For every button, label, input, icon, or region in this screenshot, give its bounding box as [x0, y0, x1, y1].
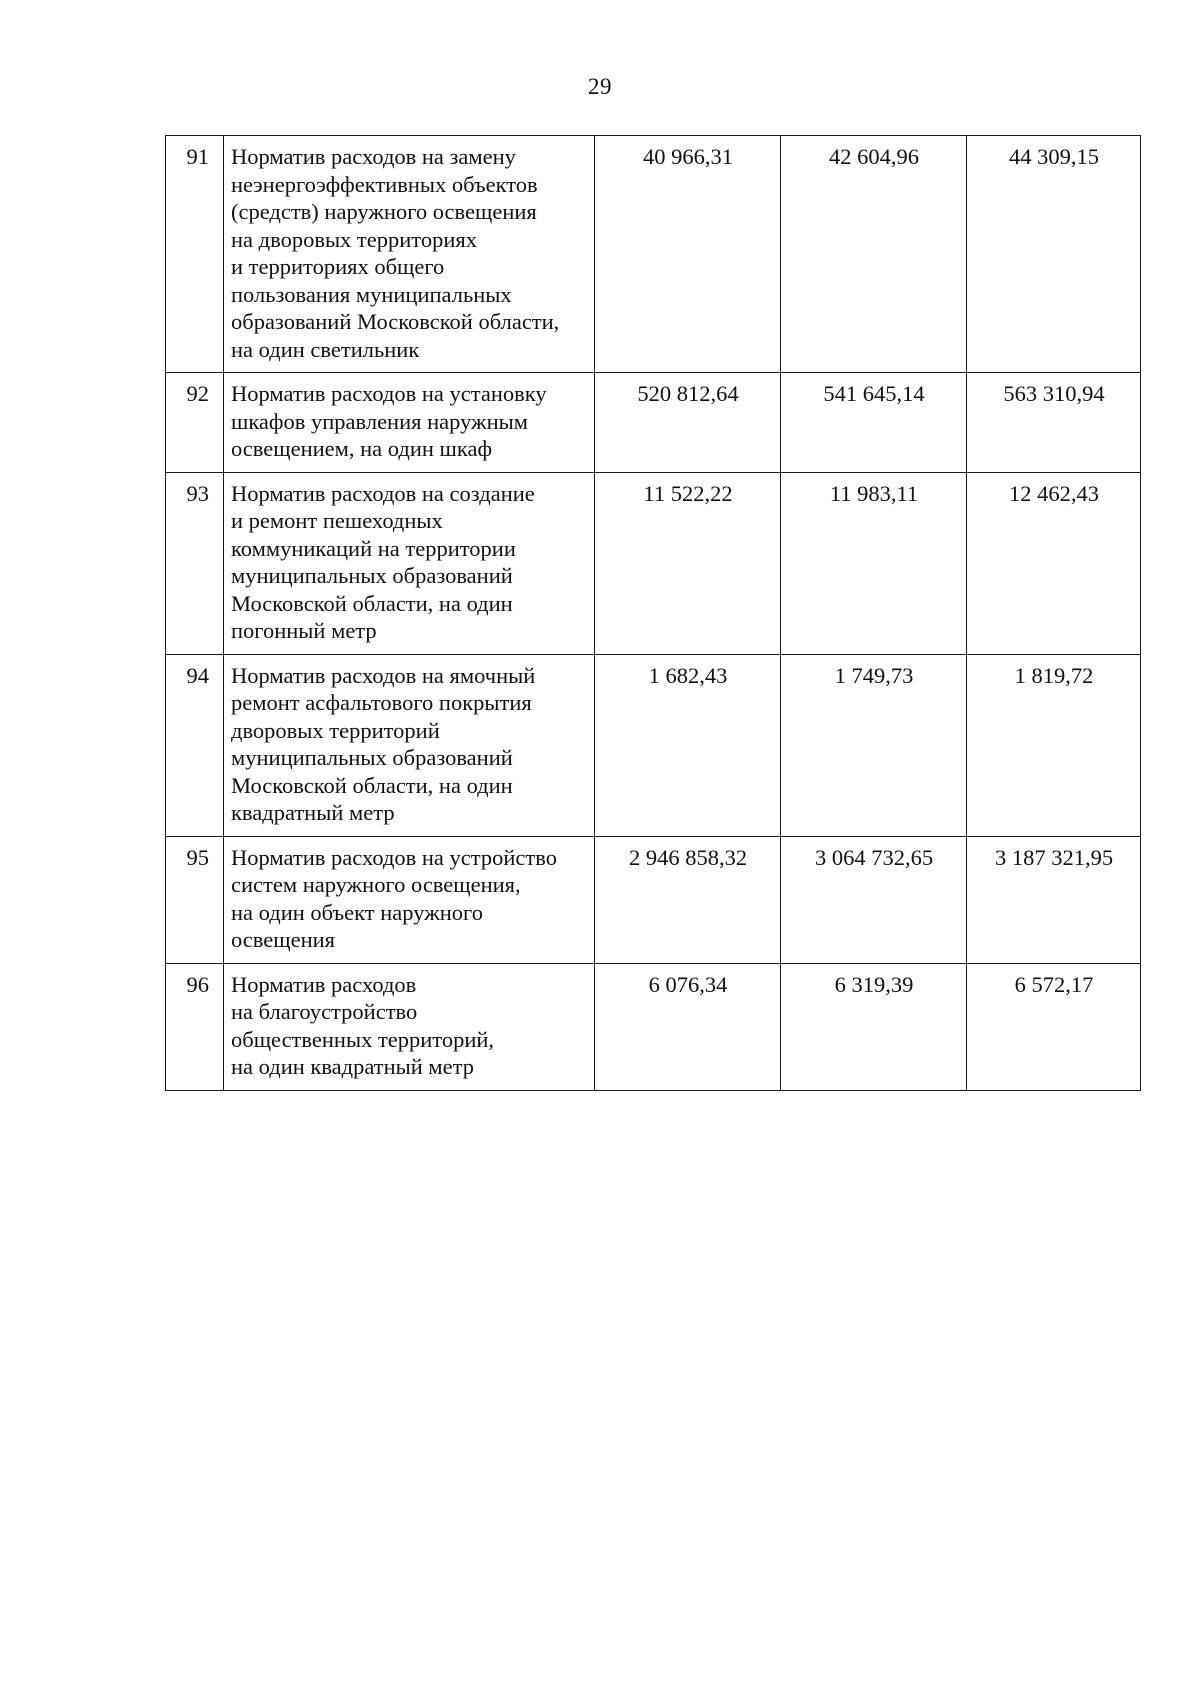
row-value-2: 42 604,96: [781, 136, 967, 373]
row-description: Норматив расходов на благоустройство общественных территорий, на один квадратный метр: [224, 963, 595, 1090]
row-value-2: 11 983,11: [781, 472, 967, 654]
row-number: 96: [166, 963, 224, 1090]
row-number: 92: [166, 373, 224, 473]
page-number: 29: [588, 74, 612, 99]
row-value-3: 3 187 321,95: [967, 836, 1141, 963]
row-value-3: 563 310,94: [967, 373, 1141, 473]
norms-table: [165, 135, 1141, 1091]
table-row: [166, 654, 1141, 836]
row-description: Норматив расходов на ямочный ремонт асфальтового покрытия дворовых территорий муниципальных образований Московской области, на один квадратный метр: [224, 654, 595, 836]
row-description: Норматив расходов на замену неэнергоэффективных объектов (средств) наружного освещения на дворовых территориях и территориях общего пользования муниципальных образований Московской области, на один светильник: [224, 136, 595, 373]
row-number: 91: [166, 136, 224, 373]
row-value-2: 3 064 732,65: [781, 836, 967, 963]
row-number: 93: [166, 472, 224, 654]
row-number: 94: [166, 654, 224, 836]
row-value-3: 6 572,17: [967, 963, 1141, 1090]
row-number: 95: [166, 836, 224, 963]
row-value-2: 541 645,14: [781, 373, 967, 473]
row-description: Норматив расходов на устройство систем наружного освещения, на один объект наружного освещения: [224, 836, 595, 963]
row-value-1: 1 682,43: [595, 654, 781, 836]
row-value-3: 12 462,43: [967, 472, 1141, 654]
table-row: [166, 136, 1141, 373]
row-value-1: 520 812,64: [595, 373, 781, 473]
row-value-1: 11 522,22: [595, 472, 781, 654]
row-value-1: 6 076,34: [595, 963, 781, 1090]
row-value-3: 1 819,72: [967, 654, 1141, 836]
table-row: [166, 472, 1141, 654]
row-value-1: 2 946 858,32: [595, 836, 781, 963]
row-value-2: 1 749,73: [781, 654, 967, 836]
table-row: [166, 373, 1141, 473]
row-description: Норматив расходов на создание и ремонт пешеходных коммуникаций на территории муниципальных образований Московской области, на один погонный метр: [224, 472, 595, 654]
table-row: [166, 963, 1141, 1090]
row-value-2: 6 319,39: [781, 963, 967, 1090]
row-value-3: 44 309,15: [967, 136, 1141, 373]
table-row: [166, 836, 1141, 963]
row-value-1: 40 966,31: [595, 136, 781, 373]
row-description: Норматив расходов на установку шкафов управления наружным освещением, на один шкаф: [224, 373, 595, 473]
